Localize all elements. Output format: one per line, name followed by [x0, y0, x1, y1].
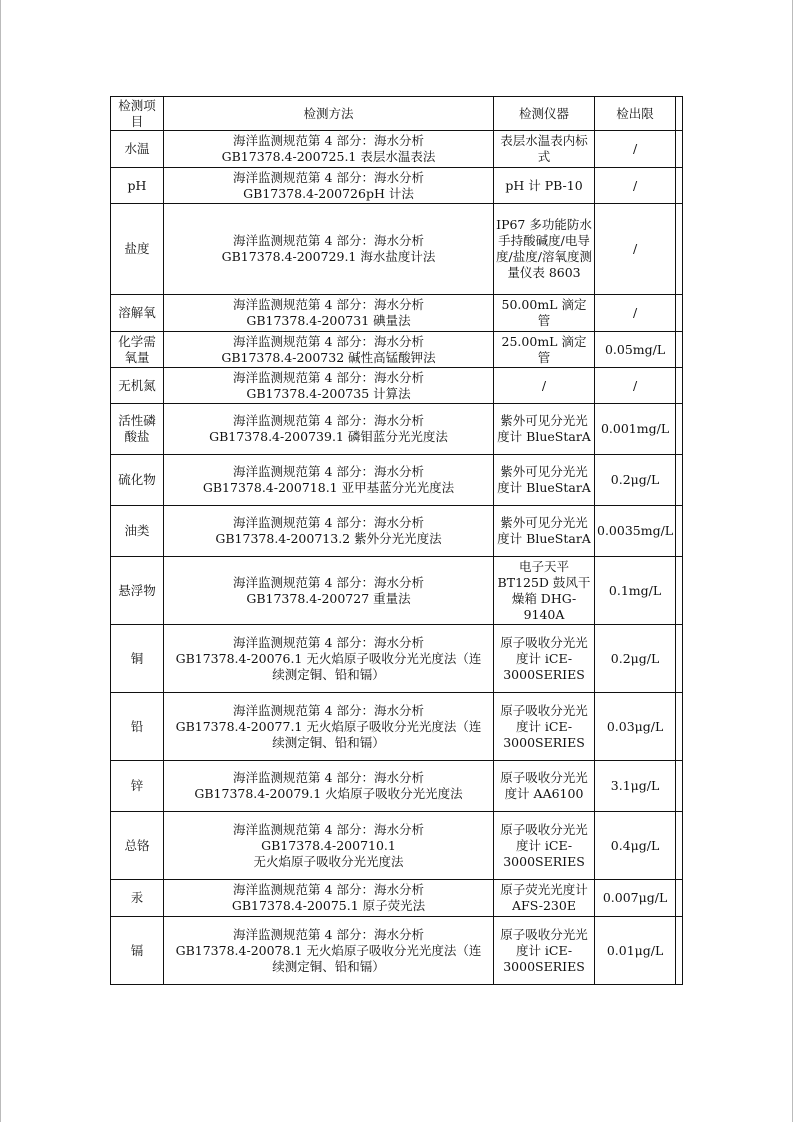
- cell-extra: [676, 455, 683, 506]
- method-line: GB17378.4-200710.1: [261, 837, 396, 853]
- cell-instrument: 50.00mL 滴定管: [494, 295, 595, 332]
- method-line: GB17378.4-200726pH 计法: [243, 185, 414, 201]
- cell-method: [164, 761, 494, 812]
- cell-extra: [676, 204, 683, 295]
- cell-extra: [676, 131, 683, 168]
- method-line: 海洋监测规范第 4 部分：海水分析: [233, 369, 424, 385]
- table-row: [111, 204, 683, 295]
- method-line: 海洋监测规范第 4 部分：海水分析: [233, 333, 424, 349]
- method-line: 海洋监测规范第 4 部分：海水分析: [233, 634, 424, 650]
- header-extra-column: [676, 97, 683, 131]
- cell-limit: /: [595, 295, 676, 332]
- method-line: GB17378.4-200713.2 紫外分光光度法: [215, 531, 442, 546]
- detection-methods-table: [110, 96, 683, 985]
- table-row: [111, 880, 683, 917]
- cell-method: [164, 168, 494, 204]
- cell-instrument: 原子吸收分光光度计 iCE-3000SERIES: [494, 693, 595, 761]
- cell-extra: [676, 917, 683, 985]
- header-item: 检测项目: [111, 97, 164, 131]
- method-line: GB17378.4-200729.1 海水盐度计法: [221, 249, 436, 264]
- method-line: 海洋监测规范第 4 部分：海水分析: [233, 515, 424, 530]
- cell-item: 盐度: [111, 204, 164, 295]
- cell-limit: 0.0035mg/L: [595, 506, 676, 557]
- cell-item: 油类: [111, 506, 164, 557]
- cell-method: [164, 625, 494, 693]
- table-row: [111, 455, 683, 506]
- method-line: GB17378.4-20075.1 原子荧光法: [231, 898, 426, 913]
- table-row: [111, 761, 683, 812]
- cell-instrument: 紫外可见分光光度计 BlueStarA: [494, 455, 595, 506]
- method-line: GB17378.4-200718.1 亚甲基蓝分光光度法: [202, 480, 455, 495]
- cell-item: 化学需氧量: [111, 332, 164, 368]
- cell-instrument: 紫外可见分光光度计 BlueStarA: [494, 404, 595, 455]
- cell-item: 水温: [111, 131, 164, 168]
- header-instrument: 检测仪器: [494, 97, 595, 131]
- cell-instrument: 原子荧光光度计 AFS-230E: [494, 880, 595, 917]
- cell-instrument: 原子吸收分光光度计 AA6100: [494, 761, 595, 812]
- cell-method: [164, 368, 494, 404]
- cell-extra: [676, 812, 683, 880]
- cell-method: [164, 404, 494, 455]
- cell-extra: [676, 761, 683, 812]
- cell-instrument: IP67 多功能防水手持酸碱度/电导度/盐度/溶氧度测量仪表 8603: [494, 204, 595, 295]
- table-row: [111, 404, 683, 455]
- table-body: [111, 131, 683, 985]
- cell-limit: /: [595, 204, 676, 295]
- method-line: GB17378.4-200735 计算法: [246, 385, 411, 401]
- table-row: [111, 168, 683, 204]
- method-line: 海洋监测规范第 4 部分：海水分析: [233, 413, 424, 428]
- cell-limit: /: [595, 168, 676, 204]
- cell-extra: [676, 368, 683, 404]
- method-line: 续测定铜、铅和镉）: [272, 958, 385, 974]
- method-line: 无火焰原子吸收分光光度法: [253, 853, 404, 869]
- method-line: 海洋监测规范第 4 部分：海水分析: [233, 770, 424, 785]
- cell-extra: [676, 557, 683, 625]
- cell-method: [164, 693, 494, 761]
- method-line: GB17378.4-200739.1 磷钼蓝分光光度法: [209, 429, 448, 444]
- table-row: [111, 332, 683, 368]
- cell-item: 无机氮: [111, 368, 164, 404]
- cell-extra: [676, 404, 683, 455]
- cell-item: 活性磷酸盐: [111, 404, 164, 455]
- method-line: GB17378.4-20078.1 无火焰原子吸收分光光度法（连: [175, 942, 482, 958]
- cell-limit: /: [595, 131, 676, 168]
- cell-limit: 0.001mg/L: [595, 404, 676, 455]
- method-line: 海洋监测规范第 4 部分：海水分析: [233, 821, 424, 837]
- cell-method: [164, 131, 494, 168]
- method-line: GB17378.4-20076.1 无火焰原子吸收分光光度法（连: [175, 650, 482, 666]
- cell-method: [164, 204, 494, 295]
- cell-method: [164, 455, 494, 506]
- cell-instrument: 紫外可见分光光度计 BlueStarA: [494, 506, 595, 557]
- method-line: 海洋监测规范第 4 部分：海水分析: [233, 297, 424, 312]
- cell-instrument: 原子吸收分光光度计 iCE-3000SERIES: [494, 625, 595, 693]
- cell-extra: [676, 168, 683, 204]
- cell-item: 铜: [111, 625, 164, 693]
- method-line: GB17378.4-20079.1 火焰原子吸收分光光度法: [194, 786, 463, 801]
- cell-instrument: 原子吸收分光光度计 iCE-3000SERIES: [494, 812, 595, 880]
- cell-limit: 0.1mg/L: [595, 557, 676, 625]
- cell-method: [164, 295, 494, 332]
- table-row: [111, 625, 683, 693]
- cell-item: pH: [111, 168, 164, 204]
- cell-method: [164, 917, 494, 985]
- method-line: GB17378.4-200732 碱性高锰酸钾法: [221, 349, 436, 365]
- cell-limit: 0.05mg/L: [595, 332, 676, 368]
- table-header-row: [111, 97, 683, 131]
- page-left-edge: [0, 0, 1, 1122]
- cell-method: [164, 332, 494, 368]
- header-limit: 检出限: [595, 97, 676, 131]
- table-row: [111, 295, 683, 332]
- header-method: 检测方法: [164, 97, 494, 131]
- cell-extra: [676, 506, 683, 557]
- method-line: 续测定铜、铅和镉）: [272, 666, 385, 682]
- cell-item: 悬浮物: [111, 557, 164, 625]
- cell-instrument: /: [494, 368, 595, 404]
- method-line: 海洋监测规范第 4 部分：海水分析: [233, 926, 424, 942]
- cell-method: [164, 812, 494, 880]
- table-row: [111, 693, 683, 761]
- cell-item: 溶解氧: [111, 295, 164, 332]
- cell-extra: [676, 880, 683, 917]
- method-line: 海洋监测规范第 4 部分：海水分析: [233, 702, 424, 718]
- method-line: 海洋监测规范第 4 部分：海水分析: [233, 169, 424, 185]
- cell-method: [164, 880, 494, 917]
- method-line: 海洋监测规范第 4 部分：海水分析: [233, 882, 424, 897]
- method-line: 海洋监测规范第 4 部分：海水分析: [233, 233, 424, 248]
- cell-limit: 0.2μg/L: [595, 625, 676, 693]
- cell-extra: [676, 295, 683, 332]
- cell-limit: 0.2μg/L: [595, 455, 676, 506]
- table-row: [111, 131, 683, 168]
- cell-instrument: 原子吸收分光光度计 iCE-3000SERIES: [494, 917, 595, 985]
- cell-extra: [676, 332, 683, 368]
- cell-item: 锌: [111, 761, 164, 812]
- cell-limit: 0.01μg/L: [595, 917, 676, 985]
- cell-item: 铅: [111, 693, 164, 761]
- cell-limit: 0.03μg/L: [595, 693, 676, 761]
- cell-item: 镉: [111, 917, 164, 985]
- method-line: GB17378.4-200727 重量法: [246, 590, 411, 606]
- cell-limit: /: [595, 368, 676, 404]
- cell-method: [164, 557, 494, 625]
- method-line: GB17378.4-20077.1 无火焰原子吸收分光光度法（连: [175, 718, 482, 734]
- cell-instrument: 表层水温表内标式: [494, 131, 595, 168]
- method-line: 海洋监测规范第 4 部分：海水分析: [233, 464, 424, 479]
- cell-instrument: 电子天平 BT125D 鼓风干燥箱 DHG-9140A: [494, 557, 595, 625]
- cell-extra: [676, 693, 683, 761]
- cell-method: [164, 506, 494, 557]
- cell-item: 总铬: [111, 812, 164, 880]
- cell-limit: 3.1μg/L: [595, 761, 676, 812]
- table-row: [111, 917, 683, 985]
- table-row: [111, 557, 683, 625]
- method-line: 海洋监测规范第 4 部分：海水分析: [233, 133, 424, 148]
- cell-limit: 0.4μg/L: [595, 812, 676, 880]
- cell-item: 硫化物: [111, 455, 164, 506]
- cell-instrument: pH 计 PB-10: [494, 168, 595, 204]
- cell-extra: [676, 625, 683, 693]
- cell-instrument: 25.00mL 滴定管: [494, 332, 595, 368]
- table-row: [111, 368, 683, 404]
- method-line: 续测定铜、铅和镉）: [272, 734, 385, 750]
- table-row: [111, 812, 683, 880]
- table-row: [111, 506, 683, 557]
- method-line: GB17378.4-200725.1 表层水温表法: [221, 149, 436, 164]
- cell-limit: 0.007μg/L: [595, 880, 676, 917]
- cell-item: 汞: [111, 880, 164, 917]
- method-line: 海洋监测规范第 4 部分：海水分析: [233, 574, 424, 590]
- method-line: GB17378.4-200731 碘量法: [246, 313, 411, 328]
